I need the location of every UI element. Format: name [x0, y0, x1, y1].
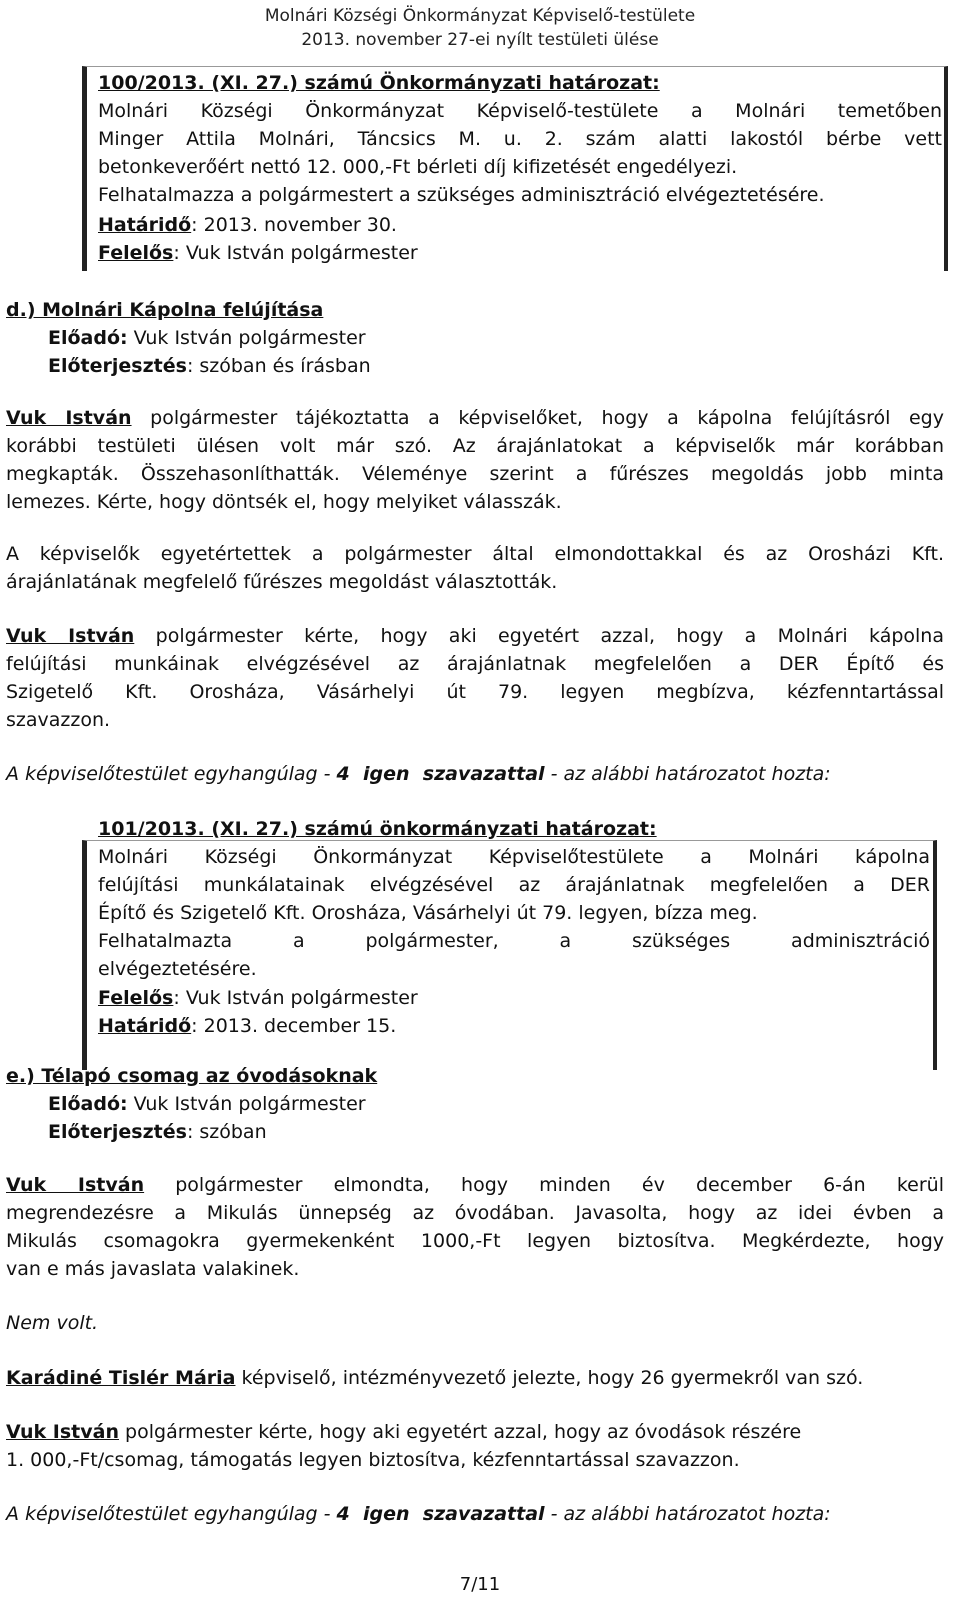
section-e-paragraph-1: Mikulás csomagokra gyermekenként 1000,-Ft legyen biztosítva. Megkérdezte, hogy: [6, 1230, 944, 1252]
section-d-paragraph-2: A képviselők egyetértettek a polgármester által elmondottakkal és az Orosházi Kft.: [6, 543, 944, 565]
section-e-paragraph-2: Karádiné Tislér Mária képviselő, intézményvezető jelezte, hogy 26 gyermekről van szó.: [6, 1367, 864, 1389]
resolution-100-line: Felhatalmazza a polgármestert a szükséges adminisztráció elvégeztetésére.: [98, 184, 825, 206]
section-d-paragraph-3: Vuk István polgármester kérte, hogy aki egyetért azzal, hogy a Molnári kápolna: [6, 625, 944, 647]
section-e-nem-volt: Nem volt.: [6, 1312, 99, 1334]
section-d-paragraph-1: Vuk István polgármester tájékoztatta a képviselőket, hogy a kápolna felújításról egy: [6, 407, 944, 429]
section-e-submission: Előterjesztés: szóban: [48, 1121, 267, 1143]
section-d-paragraph-2: árajánlatának megfelelő fűrészes megoldást választották.: [6, 571, 558, 593]
resolution-100-line: Molnári Községi Önkormányzat Képviselő-testülete a Molnári temetőben: [98, 100, 942, 122]
header-line-2: 2013. november 27-ei nyílt testületi ülése: [301, 30, 659, 50]
resolution-101-line: Molnári Községi Önkormányzat Képviselőtestülete a Molnári kápolna: [98, 846, 930, 868]
resolution-100-line: Minger Attila Molnári, Táncsics M. u. 2. szám alatti lakostól bérbe vett: [98, 128, 942, 150]
section-d-paragraph-3: szavazzon.: [6, 709, 111, 731]
section-d-paragraph-1: lemezes. Kérte, hogy döntsék el, hogy melyiket válasszák.: [6, 491, 562, 513]
section-e-paragraph-3: 1. 000,-Ft/csomag, támogatás legyen biztosítva, kézfenntartással szavazzon.: [6, 1449, 740, 1471]
section-e-paragraph-1: Vuk István polgármester elmondta, hogy minden év december 6-án kerül: [6, 1174, 945, 1196]
resolution-101-line: felújítási munkálatainak elvégzésével az árajánlatnak megfelelően a DER: [98, 874, 930, 896]
section-d-paragraph-1: megkapták. Összehasonlíthatták. Véleménye szerint a fűrészes megoldás jobb minta: [6, 463, 944, 485]
resolution-101-responsible: Felelős: Vuk István polgármester: [98, 987, 418, 1009]
section-d-presenter: Előadó: Vuk István polgármester: [48, 327, 366, 349]
resolution-100-title: 100/2013. (XI. 27.) számú Önkormányzati határozat:: [98, 72, 660, 94]
resolution-101-title: 101/2013. (XI. 27.) számú önkormányzati határozat:: [98, 818, 657, 840]
section-d-paragraph-1: korábbi testületi ülésen volt már szó. Az árajánlatokat a képviselők már korábban: [6, 435, 944, 457]
resolution-101-line: Felhatalmazta a polgármester, a szükséges adminisztráció: [98, 930, 930, 952]
resolution-101-line: elvégeztetésére.: [98, 958, 257, 980]
section-d-vote: A képviselőtestület egyhangúlag - 4 igen szavazattal - az alábbi határozatot hozta:: [6, 763, 831, 785]
section-d-title: d.) Molnári Kápolna felújítása: [6, 299, 324, 321]
section-e-paragraph-3: Vuk István polgármester kérte, hogy aki egyetért azzal, hogy az óvodások részére: [6, 1421, 802, 1443]
section-d-paragraph-3: felújítási munkáinak elvégzésével az árajánlatnak megfelelően a DER Építő és: [6, 653, 944, 675]
resolution-100-deadline: Határidő: 2013. november 30.: [98, 214, 397, 236]
section-d-paragraph-3: Szigetelő Kft. Orosháza, Vásárhelyi út 79. legyen megbízva, kézfenntartással: [6, 681, 944, 703]
resolution-101-line: Építő és Szigetelő Kft. Orosháza, Vásárhelyi út 79. legyen, bízza meg.: [98, 902, 758, 924]
section-e-title: e.) Télapó csomag az óvodásoknak: [6, 1065, 378, 1087]
resolution-101-deadline: Határidő: 2013. december 15.: [98, 1015, 397, 1037]
section-e-presenter: Előadó: Vuk István polgármester: [48, 1093, 366, 1115]
section-e-paragraph-1: van e más javaslata valakinek.: [6, 1258, 300, 1280]
header-line-1: Molnári Községi Önkormányzat Képviselő-testülete: [264, 6, 696, 26]
resolution-100-line: betonkeverőért nettó 12. 000,-Ft bérleti díj kifizetését engedélyezi.: [98, 156, 738, 178]
page-number: 7/11: [459, 1574, 501, 1595]
section-e-vote: A képviselőtestület egyhangúlag - 4 igen szavazattal - az alábbi határozatot hozta:: [6, 1503, 831, 1525]
section-e-paragraph-1: megrendezésre a Mikulás ünnepség az óvodában. Javasolta, hogy az idei évben a: [6, 1202, 944, 1224]
page-header: [0, 4, 960, 52]
section-d-submission: Előterjesztés: szóban és írásban: [48, 355, 371, 377]
resolution-100-responsible: Felelős: Vuk István polgármester: [98, 242, 418, 264]
